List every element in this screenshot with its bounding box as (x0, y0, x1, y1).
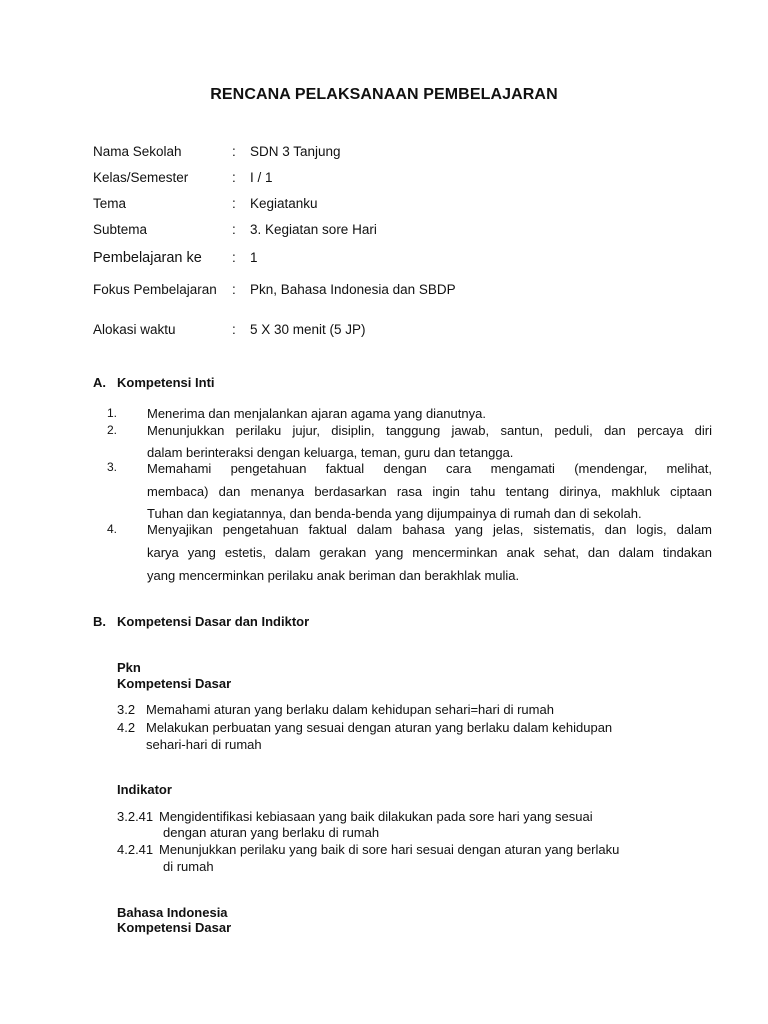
list-item-line: dalam berinteraksi dengan keluarga, teman, guru dan tetangga. (147, 445, 514, 460)
kd-text: Memahami aturan yang berlaku dalam kehidupan sehari=hari di rumah (146, 702, 554, 717)
list-number: 4. (107, 522, 118, 536)
identity-label: Alokasi waktu (93, 322, 176, 337)
identity-value: Kegiatanku (250, 196, 318, 211)
identity-value: 1 (250, 250, 258, 265)
list-item-line: yang mencerminkan perilaku anak beriman dan berakhlak mulia. (147, 568, 520, 583)
identity-label: Pembelajaran ke (93, 250, 202, 266)
identity-value: SDN 3 Tanjung (250, 144, 341, 159)
identity-label: Nama Sekolah (93, 144, 182, 159)
subject-heading: Bahasa Indonesia (117, 905, 228, 920)
section-title: Kompetensi Inti (117, 375, 215, 390)
identity-colon: : (232, 250, 236, 265)
list-item-line: Menerima dan menjalankan ajaran agama yang dianutnya. (147, 406, 486, 421)
identity-label: Kelas/Semester (93, 170, 189, 185)
identity-colon: : (232, 322, 236, 337)
identity-label: Tema (93, 196, 127, 211)
indicator-text-continuation: dengan aturan yang berlaku di rumah (163, 825, 380, 840)
list-item-line: Menyajikan pengetahuan faktual dalam bahasa yang jelas, sistematis, dan logis, dalam (147, 522, 712, 537)
indicator-text: Menunjukkan perilaku yang baik di sore hari sesuai dengan aturan yang berlaku (159, 842, 620, 857)
list-number: 1. (107, 406, 118, 420)
list-number: 2. (107, 423, 118, 437)
kd-heading: Kompetensi Dasar (117, 920, 232, 935)
indicator-code: 3.2.41 (117, 809, 154, 824)
indicator-text-continuation: di rumah (163, 859, 214, 874)
subject-heading: Pkn (117, 660, 141, 675)
indicator-text: Mengidentifikasi kebiasaan yang baik dilakukan pada sore hari yang sesuai (159, 809, 593, 824)
identity-colon: : (232, 282, 236, 297)
kd-text: Melakukan perbuatan yang sesuai dengan aturan yang berlaku dalam kehidupan (146, 720, 613, 735)
list-item-line: karya yang estetis, dalam gerakan yang mencerminkan anak sehat, dan dalam tindakan (147, 545, 712, 560)
kd-code: 3.2 (117, 702, 136, 717)
section-a-heading (93, 375, 393, 393)
identity-colon: : (232, 144, 236, 159)
list-item-line: Memahami pengetahuan faktual dengan cara mengamati (mendengar, melihat, (147, 461, 712, 476)
section-b-heading (93, 614, 393, 632)
identity-label: Fokus Pembelajaran (93, 282, 217, 297)
list-number: 3. (107, 460, 118, 474)
section-letter: B. (93, 614, 106, 629)
identity-value: Pkn, Bahasa Indonesia dan SBDP (250, 282, 456, 297)
list-item-line: Menunjukkan perilaku jujur, disiplin, tanggung jawab, santun, peduli, dan percaya diri (147, 423, 712, 438)
identity-colon: : (232, 170, 236, 185)
identity-value: 5 X 30 menit (5 JP) (250, 322, 366, 337)
indikator-heading: Indikator (117, 782, 172, 797)
kd-text-continuation: sehari-hari di rumah (146, 737, 262, 752)
kd-heading: Kompetensi Dasar (117, 676, 232, 691)
indicator-code: 4.2.41 (117, 842, 154, 857)
section-letter: A. (93, 375, 106, 390)
identity-value: I / 1 (250, 170, 273, 185)
section-title: Kompetensi Dasar dan Indiktor (117, 614, 310, 629)
identity-colon: : (232, 196, 236, 211)
identity-label: Subtema (93, 222, 148, 237)
list-item-line: membaca) dan menanya berdasarkan rasa ingin tahu tentang dirinya, makhluk ciptaan (147, 484, 712, 499)
kd-code: 4.2 (117, 720, 136, 735)
page-title: RENCANA PELAKSANAAN PEMBELAJARAN (210, 86, 558, 103)
identity-value: 3. Kegiatan sore Hari (250, 222, 377, 237)
identity-colon: : (232, 222, 236, 237)
list-item-line: Tuhan dan kegiatannya, dan benda-benda yang dijumpainya di rumah dan di sekolah. (147, 506, 642, 521)
